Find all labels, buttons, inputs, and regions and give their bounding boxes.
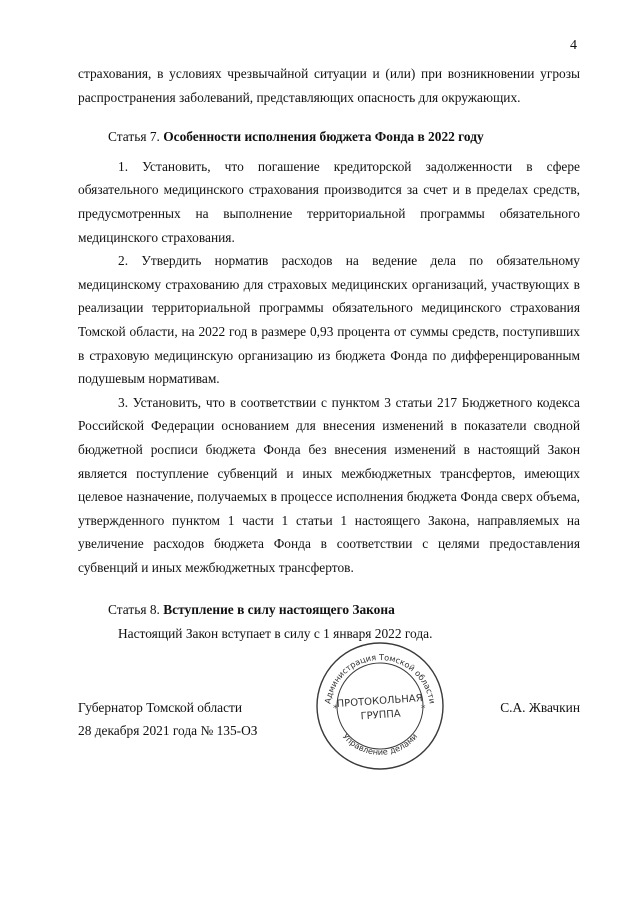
stamp-star-right-icon: * bbox=[421, 704, 426, 714]
stamp-text-bottom: Управление делами bbox=[340, 731, 420, 757]
governor-position: Губернатор Томской области bbox=[78, 700, 243, 715]
stamp-center-line-1: ПРОТОКОЛЬНАЯ bbox=[336, 693, 423, 710]
article-7-item-2: 2. Утвердить норматив расходов на ведение дела по обязательному медицинскому страхованию для страховых медицинских организаций, участвующих в реализации территориальной программы обязательного медицинского страхования Томской области, на 2022 год в размере 0,93 процента от суммы средств, поступивших в страховую медицинскую организацию из бюджета Фонда по дифференцированным подушевым нормативам. bbox=[78, 253, 580, 387]
law-date-number: 28 декабря 2021 года № 135-ОЗ bbox=[78, 723, 258, 738]
document-body bbox=[78, 62, 580, 646]
article-8-prefix: Статья 8. bbox=[108, 602, 164, 618]
governor-name: С.А. Жвачкин bbox=[500, 700, 580, 715]
article-7-prefix: Статья 7. bbox=[108, 129, 164, 145]
article-7-item-3: 3. Установить, что в соответствии с пунктом 3 статьи 217 Бюджетного кодекса Российской Федерации основанием для внесения изменений в показатели сводной бюджетной росписи бюджета Фонда без внесения изменений в настоящий Закон является поступление субвенций и иных межбюджетных трансфертов, имеющих целевое назначение, получаемых в процессе исполнения бюджета Фонда сверх объема, утвержденного пунктом 1 части 1 статьи 1 настоящего Закона, направляемых на увеличение расходов бюджета Фонда в соответствии с целями предоставления субвенций и иных межбюджетных трансфертов. bbox=[78, 394, 580, 575]
article-8-title: Вступление в силу настоящего Закона bbox=[163, 602, 395, 618]
article-8-heading bbox=[78, 598, 580, 622]
article-7-title: Особенности исполнения бюджета Фонда в 2022 году bbox=[163, 129, 484, 145]
article-7-heading bbox=[78, 125, 580, 149]
stamp-center-line-2: ГРУППА bbox=[360, 708, 402, 723]
article-8-text: Настоящий Закон вступает в силу с 1 января 2022 года. bbox=[118, 626, 433, 642]
page-number: 4 bbox=[570, 38, 577, 53]
stamp-star-left-icon: * bbox=[333, 704, 338, 714]
intro-paragraph: страхования, в условиях чрезвычайной ситуации и (или) при возникновении угрозы распространения заболеваний, представляющих опасность для окружающих. bbox=[78, 66, 580, 105]
official-stamp bbox=[314, 640, 446, 772]
article-7-item-1: 1. Установить, что погашение кредиторской задолженности в сфере обязательного медицинского страхования производится за счет и в пределах средств, предусмотренных на выполнение территориальной программы обязательного медицинского страхования. bbox=[78, 158, 580, 245]
stamp-text-top: Администрация Томской области bbox=[322, 651, 438, 705]
signature-left bbox=[78, 696, 258, 742]
